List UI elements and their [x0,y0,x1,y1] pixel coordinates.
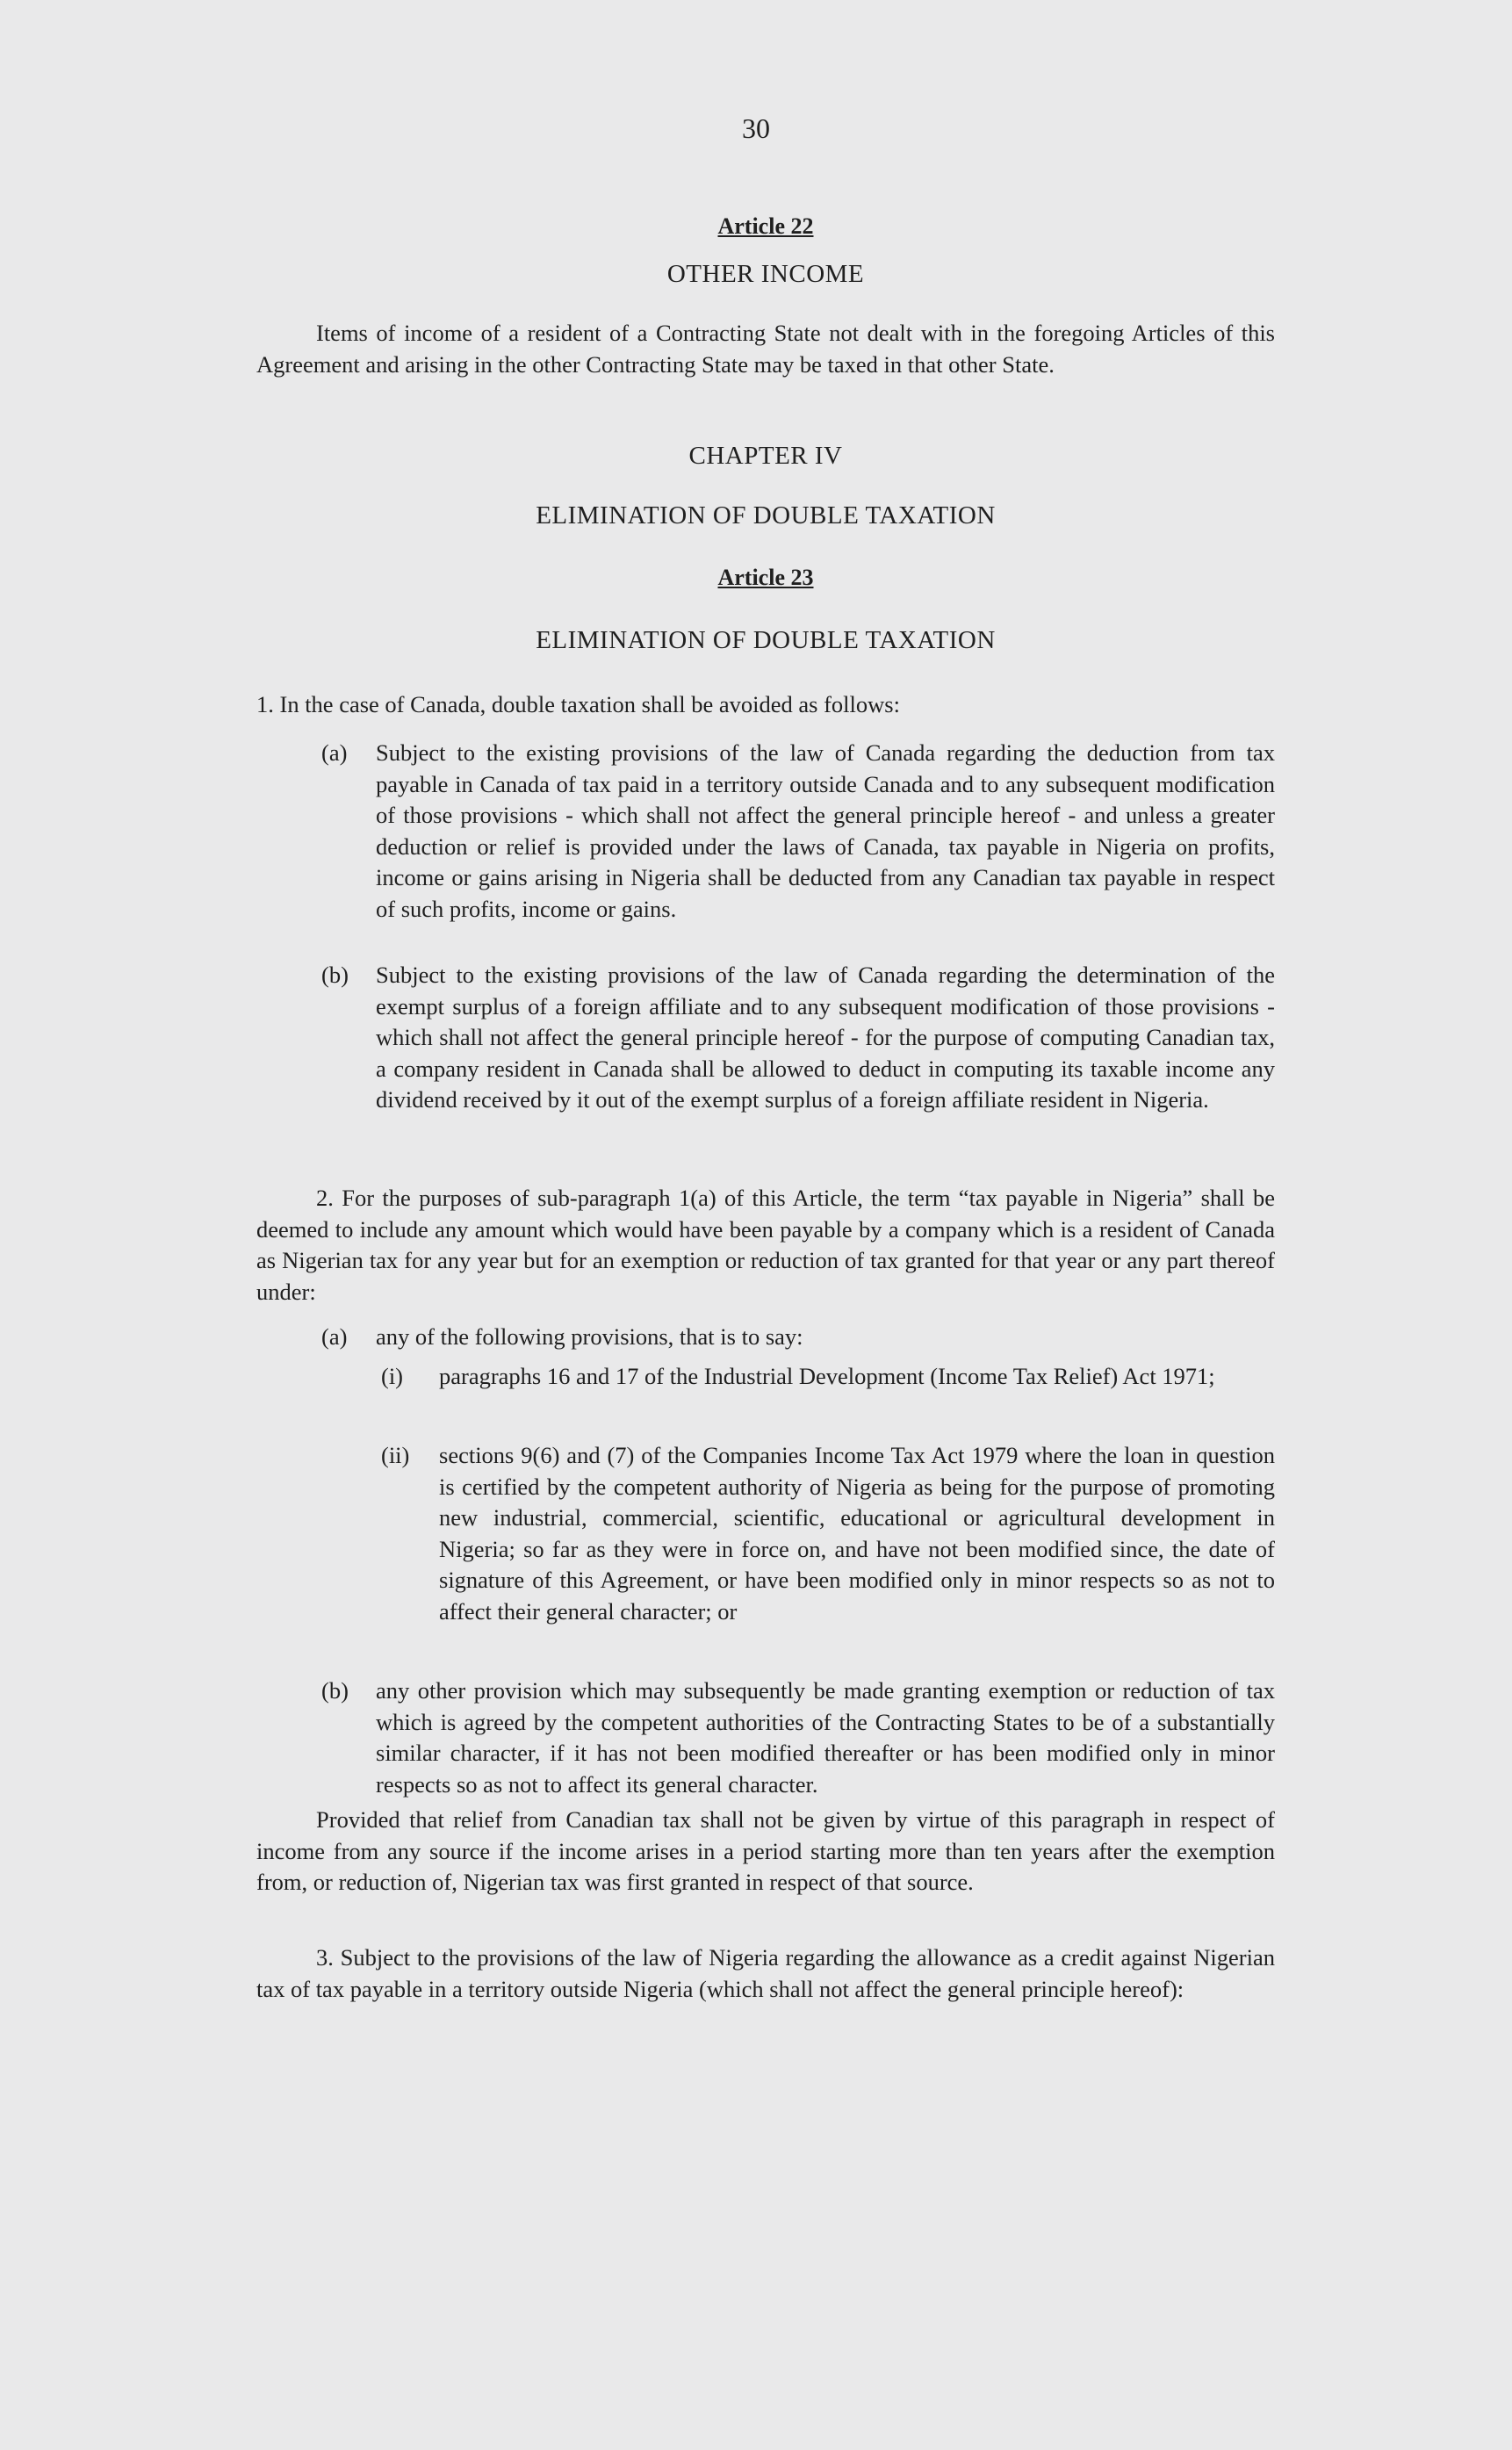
paragraph-1-a [321,738,1275,925]
paragraph-2-proviso: Provided that relief from Canadian tax shall not be given by virtue of this paragraph in respect of income from any source if the income arises in a period starting more than ten years after the exemption from, or reduction of, Nigerian tax was first granted in respect of that source. [256,1806,1275,1895]
paragraph-2-a-text: any of the following provisions, that is to say: [376,1323,803,1350]
chapter-heading: ELIMINATION OF DOUBLE TAXATION [536,501,996,530]
paragraph-1-b [321,960,1275,1116]
article-22-heading: OTHER INCOME [666,260,865,288]
paragraph-1-intro: 1. In the case of Canada, double taxation shall be avoided as follows: [256,691,900,717]
paragraph-1-b-text: Subject to the existing provisions of the law of Canada regarding the determination of the exempt surplus of a foreign affiliate and to any subsequent modification of those provisions - which shall not affect the general principle hereof - for the purpose of computing Canadian tax, a company resident in Canada shall be allowed to deduct in computing its taxable income any dividend received by it out of the exempt surplus of a foreign affiliate resident in Nigeria. [376,962,1275,1113]
paragraph-3-intro: 3. Subject to the provisions of the law of Nigeria regarding the allowance as a credit against Nigerian tax of tax payable in a territory outside Nigeria (which shall not affect the general principle hereof): [256,1944,1275,2002]
paragraph-2-a-i [381,1361,1275,1393]
paragraph-2-a-ii [381,1440,1275,1627]
paragraph-2-b [321,1675,1275,1800]
article-23-title: Article 23 [717,565,814,590]
paragraph-2-a [321,1322,1275,1353]
article-23-heading: ELIMINATION OF DOUBLE TAXATION [536,626,996,654]
paragraph-2-a-i-label: (i) [381,1363,404,1389]
page-number: 30 [742,112,770,144]
article-22-body: Items of income of a resident of a Contracting State not dealt with in the foregoing Articles of this Agreement and arising in the other Contracting State may be taxed in that other State. [256,320,1275,378]
paragraph-2-intro: 2. For the purposes of sub-paragraph 1(a) of this Article, the term “tax payable in Nigeria” shall be deemed to include any amount which would have been payable by a company which is a resident of Canada as Nigerian tax for any year but for an exemption or reduction of tax granted for that year or any part thereof under: [256,1185,1275,1305]
paragraph-2-a-ii-label: (ii) [381,1442,410,1468]
article-22-title: Article 22 [717,213,814,239]
paragraph-1-b-label: (b) [321,962,349,988]
paragraph-2-a-i-text: paragraphs 16 and 17 of the Industrial Development (Income Tax Relief) Act 1971; [439,1363,1215,1389]
paragraph-2-a-label: (a) [321,1323,348,1350]
paragraph-1-a-text: Subject to the existing provisions of the law of Canada regarding the deduction from tax payable in Canada of tax paid in a territory outside Canada and to any subsequent modification of those provisions - which shall not affect the general principle hereof - and unless a greater deduction or relief is provided under the laws of Canada, tax payable in Nigeria on profits, income or gains arising in Nigeria shall be deducted from any Canadian tax payable in respect of such profits, income or gains. [376,739,1275,922]
paragraph-2-a-ii-text: sections 9(6) and (7) of the Companies Income Tax Act 1979 where the loan in question is certified by the competent authority of Nigeria as being for the purpose of promoting new industrial, commercial, scientific, educational or agricultural development in Nigeria; so far as they were in force on, and have not been modified since, the date of signature of this Agreement, or have been modified only in minor respects so as not to affect their general character; or [439,1442,1275,1625]
paragraph-1-a-label: (a) [321,739,348,766]
chapter-title: CHAPTER IV [688,442,843,470]
paragraph-2-b-label: (b) [321,1677,349,1704]
paragraph-2-b-text: any other provision which may subsequently be made granting exemption or reduction of tax which is agreed by the competent authorities of the Contracting States to be of a substantially similar character, if it has not been modified thereafter or has been modified only in minor respects so as not to affect its general character. [376,1677,1275,1798]
